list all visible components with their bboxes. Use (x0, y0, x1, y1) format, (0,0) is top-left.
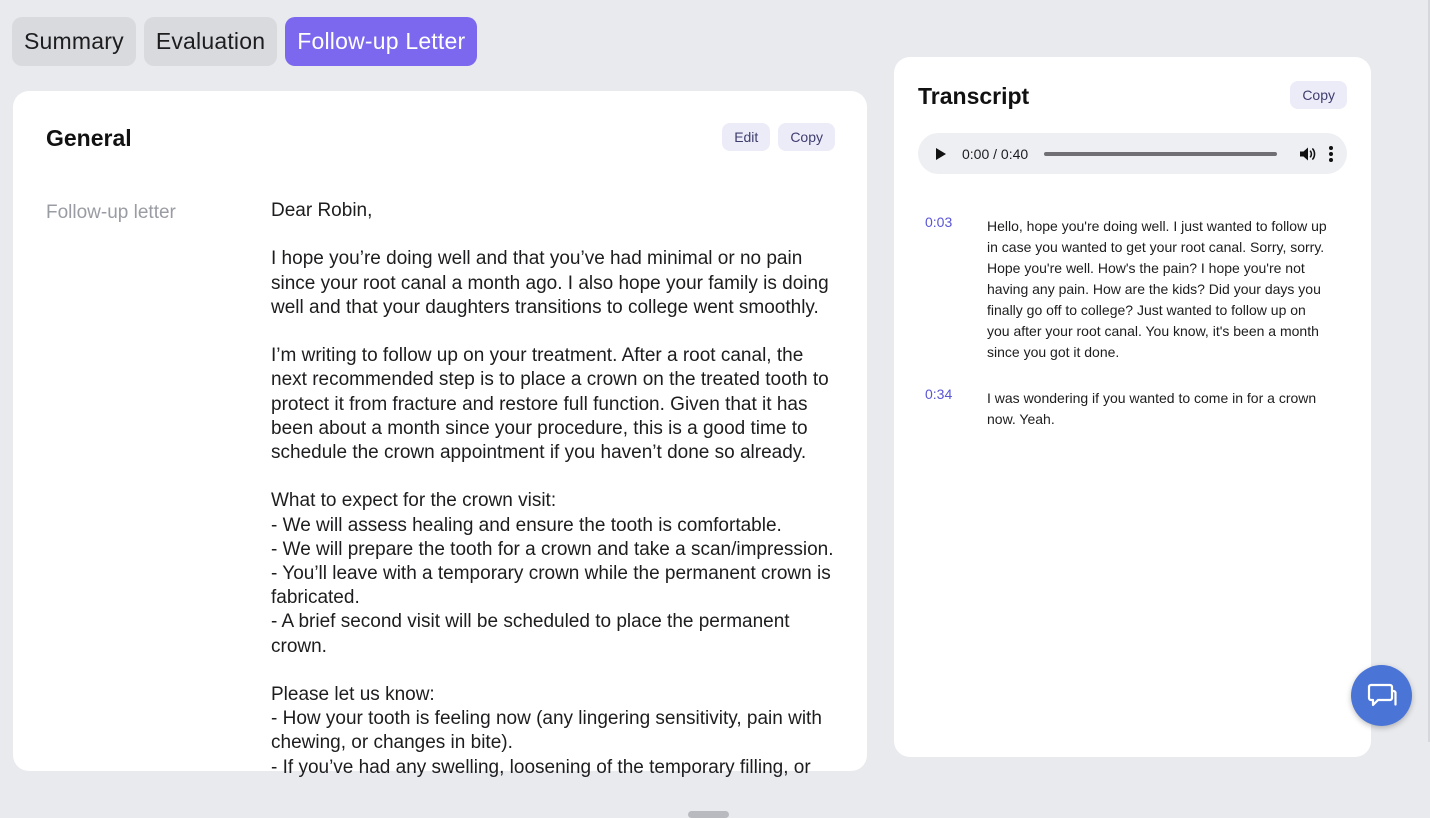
audio-player (918, 133, 1347, 174)
general-title: General (46, 125, 132, 151)
copy-letter-button[interactable]: Copy (778, 123, 835, 151)
volume-icon[interactable] (1299, 146, 1317, 162)
general-actions (722, 123, 835, 151)
copy-transcript-button[interactable]: Copy (1290, 81, 1347, 109)
transcript-text: Hello, hope you're doing well. I just wanted to follow up in case you wanted to get your root canal. Sorry, sorry. Hope you're well. How's the pain? I hope you're not having any pain. How are the kids? Did your days you finally go off to college? Just wanted to follow up on you after your root canal. You know, it's been a month since you got it done. (987, 218, 1327, 360)
tab-follow-up-letter[interactable]: Follow-up Letter (285, 17, 477, 66)
transcript-timestamp[interactable]: 0:03 (925, 214, 953, 230)
tab-summary[interactable]: Summary (12, 17, 136, 66)
general-card (13, 91, 867, 778)
audio-progress-slider[interactable] (1044, 152, 1277, 156)
transcript-title: Transcript (918, 83, 1030, 109)
chat-icon (1367, 681, 1397, 711)
follow-up-letter-text: Dear Robin, I hope you’re doing well and that you’ve had minimal or no pain since your root canal a month ago. I also hope your family is doing well and that your daughters transitions to college went smoothly. I’m writing to follow up on your treatment. After a root canal, the next recommended step is to place a crown on the treated tooth to protect it from fracture and restore full function. Given that it has been about a month since your procedure, this is a good time to schedule the crown appointment if you haven’t done so already. What to expect for the crown visit: - We will assess healing and ensure the tooth is comfortable. - We will prepare the tooth for a crown and take a scan/impression. - You’ll leave with a temporary crown while the permanent crown is fabricated. - A brief second visit will be scheduled to place the permanent crown. Please let us know: - How your tooth is feeling now (any lingering sensitivity, pain with chewing, or changes in bite). - If you’ve had any swelling, loosening of the temporary filling, or (271, 200, 834, 778)
play-icon[interactable] (936, 148, 946, 160)
follow-up-letter-label: Follow-up letter (46, 202, 176, 223)
transcript-timestamp[interactable]: 0:34 (925, 386, 953, 402)
more-vertical-icon[interactable] (1329, 146, 1333, 162)
transcript-text: I was wondering if you wanted to come in for a crown now. Yeah. (987, 390, 1317, 427)
tab-bar (12, 17, 477, 66)
chat-button[interactable] (1351, 665, 1412, 726)
tab-evaluation[interactable]: Evaluation (144, 17, 277, 66)
audio-time: 0:00 / 0:40 (962, 145, 1029, 162)
transcript-card (894, 57, 1371, 757)
scroll-handle[interactable] (688, 811, 729, 818)
edit-button[interactable]: Edit (722, 123, 770, 151)
